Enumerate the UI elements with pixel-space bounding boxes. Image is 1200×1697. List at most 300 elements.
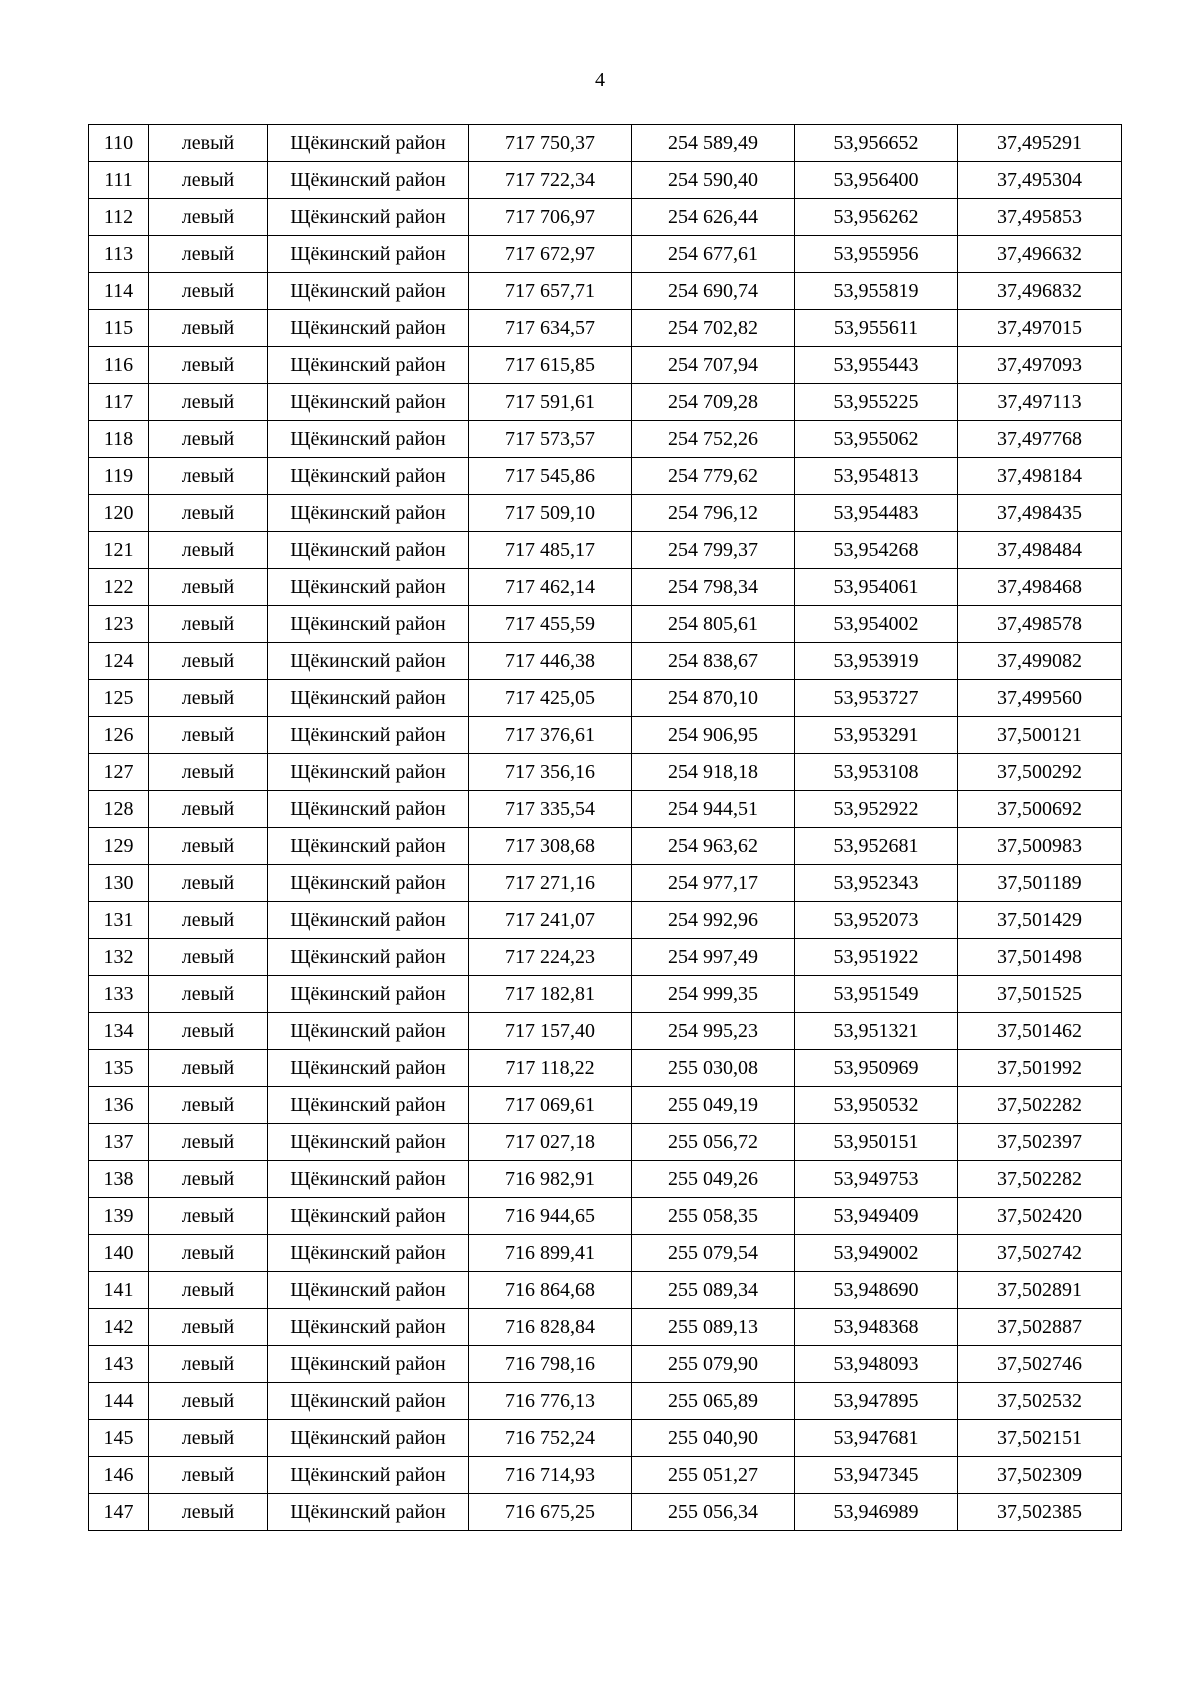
table-row xyxy=(89,199,1122,236)
table-row xyxy=(89,976,1122,1013)
longitude-cell: 37,502151 xyxy=(958,1420,1122,1457)
longitude-cell: 37,501525 xyxy=(958,976,1122,1013)
y-coordinate-cell: 254 709,28 xyxy=(632,384,795,421)
x-coordinate-cell: 717 308,68 xyxy=(469,828,632,865)
latitude-cell: 53,953108 xyxy=(795,754,958,791)
table-row xyxy=(89,273,1122,310)
point-number-cell: 125 xyxy=(89,680,149,717)
bank-side-cell: левый xyxy=(149,1087,268,1124)
y-coordinate-cell: 254 838,67 xyxy=(632,643,795,680)
table-row xyxy=(89,421,1122,458)
point-number-cell: 115 xyxy=(89,310,149,347)
bank-side-cell: левый xyxy=(149,1457,268,1494)
longitude-cell: 37,502282 xyxy=(958,1161,1122,1198)
district-cell: Щёкинский район xyxy=(268,347,469,384)
table-row xyxy=(89,754,1122,791)
longitude-cell: 37,497093 xyxy=(958,347,1122,384)
y-coordinate-cell: 254 707,94 xyxy=(632,347,795,384)
latitude-cell: 53,948690 xyxy=(795,1272,958,1309)
latitude-cell: 53,946989 xyxy=(795,1494,958,1531)
latitude-cell: 53,954483 xyxy=(795,495,958,532)
bank-side-cell: левый xyxy=(149,680,268,717)
table-row xyxy=(89,162,1122,199)
district-cell: Щёкинский район xyxy=(268,791,469,828)
point-number-cell: 142 xyxy=(89,1309,149,1346)
longitude-cell: 37,497015 xyxy=(958,310,1122,347)
bank-side-cell: левый xyxy=(149,236,268,273)
y-coordinate-cell: 255 051,27 xyxy=(632,1457,795,1494)
x-coordinate-cell: 716 776,13 xyxy=(469,1383,632,1420)
latitude-cell: 53,950151 xyxy=(795,1124,958,1161)
y-coordinate-cell: 254 590,40 xyxy=(632,162,795,199)
point-number-cell: 111 xyxy=(89,162,149,199)
y-coordinate-cell: 255 065,89 xyxy=(632,1383,795,1420)
x-coordinate-cell: 717 485,17 xyxy=(469,532,632,569)
x-coordinate-cell: 717 271,16 xyxy=(469,865,632,902)
x-coordinate-cell: 717 224,23 xyxy=(469,939,632,976)
point-number-cell: 143 xyxy=(89,1346,149,1383)
district-cell: Щёкинский район xyxy=(268,1494,469,1531)
district-cell: Щёкинский район xyxy=(268,643,469,680)
x-coordinate-cell: 717 672,97 xyxy=(469,236,632,273)
x-coordinate-cell: 717 706,97 xyxy=(469,199,632,236)
x-coordinate-cell: 717 462,14 xyxy=(469,569,632,606)
latitude-cell: 53,947895 xyxy=(795,1383,958,1420)
bank-side-cell: левый xyxy=(149,1383,268,1420)
longitude-cell: 37,499560 xyxy=(958,680,1122,717)
point-number-cell: 121 xyxy=(89,532,149,569)
district-cell: Щёкинский район xyxy=(268,569,469,606)
district-cell: Щёкинский район xyxy=(268,199,469,236)
point-number-cell: 133 xyxy=(89,976,149,1013)
district-cell: Щёкинский район xyxy=(268,1309,469,1346)
district-cell: Щёкинский район xyxy=(268,458,469,495)
table-row xyxy=(89,384,1122,421)
longitude-cell: 37,501189 xyxy=(958,865,1122,902)
district-cell: Щёкинский район xyxy=(268,1420,469,1457)
longitude-cell: 37,501462 xyxy=(958,1013,1122,1050)
x-coordinate-cell: 717 335,54 xyxy=(469,791,632,828)
bank-side-cell: левый xyxy=(149,532,268,569)
latitude-cell: 53,951549 xyxy=(795,976,958,1013)
table-row xyxy=(89,569,1122,606)
latitude-cell: 53,950969 xyxy=(795,1050,958,1087)
table-row xyxy=(89,643,1122,680)
y-coordinate-cell: 254 752,26 xyxy=(632,421,795,458)
latitude-cell: 53,953727 xyxy=(795,680,958,717)
y-coordinate-cell: 254 995,23 xyxy=(632,1013,795,1050)
latitude-cell: 53,954061 xyxy=(795,569,958,606)
latitude-cell: 53,955062 xyxy=(795,421,958,458)
point-number-cell: 116 xyxy=(89,347,149,384)
y-coordinate-cell: 254 999,35 xyxy=(632,976,795,1013)
longitude-cell: 37,501992 xyxy=(958,1050,1122,1087)
y-coordinate-cell: 254 977,17 xyxy=(632,865,795,902)
bank-side-cell: левый xyxy=(149,1050,268,1087)
bank-side-cell: левый xyxy=(149,273,268,310)
x-coordinate-cell: 717 241,07 xyxy=(469,902,632,939)
bank-side-cell: левый xyxy=(149,1235,268,1272)
point-number-cell: 132 xyxy=(89,939,149,976)
y-coordinate-cell: 254 589,49 xyxy=(632,125,795,162)
latitude-cell: 53,950532 xyxy=(795,1087,958,1124)
table-row xyxy=(89,1383,1122,1420)
bank-side-cell: левый xyxy=(149,125,268,162)
table-row xyxy=(89,1272,1122,1309)
longitude-cell: 37,502742 xyxy=(958,1235,1122,1272)
x-coordinate-cell: 717 069,61 xyxy=(469,1087,632,1124)
bank-side-cell: левый xyxy=(149,1013,268,1050)
y-coordinate-cell: 255 056,72 xyxy=(632,1124,795,1161)
point-number-cell: 135 xyxy=(89,1050,149,1087)
bank-side-cell: левый xyxy=(149,902,268,939)
x-coordinate-cell: 716 944,65 xyxy=(469,1198,632,1235)
y-coordinate-cell: 254 963,62 xyxy=(632,828,795,865)
point-number-cell: 114 xyxy=(89,273,149,310)
district-cell: Щёкинский район xyxy=(268,273,469,310)
district-cell: Щёкинский район xyxy=(268,1346,469,1383)
bank-side-cell: левый xyxy=(149,1161,268,1198)
district-cell: Щёкинский район xyxy=(268,939,469,976)
district-cell: Щёкинский район xyxy=(268,1235,469,1272)
point-number-cell: 120 xyxy=(89,495,149,532)
point-number-cell: 113 xyxy=(89,236,149,273)
longitude-cell: 37,502891 xyxy=(958,1272,1122,1309)
longitude-cell: 37,502532 xyxy=(958,1383,1122,1420)
longitude-cell: 37,498184 xyxy=(958,458,1122,495)
point-number-cell: 140 xyxy=(89,1235,149,1272)
y-coordinate-cell: 254 798,34 xyxy=(632,569,795,606)
point-number-cell: 138 xyxy=(89,1161,149,1198)
latitude-cell: 53,952922 xyxy=(795,791,958,828)
table-row xyxy=(89,310,1122,347)
longitude-cell: 37,502746 xyxy=(958,1346,1122,1383)
x-coordinate-cell: 717 446,38 xyxy=(469,643,632,680)
y-coordinate-cell: 255 079,90 xyxy=(632,1346,795,1383)
y-coordinate-cell: 255 089,13 xyxy=(632,1309,795,1346)
table-row xyxy=(89,1494,1122,1531)
x-coordinate-cell: 716 714,93 xyxy=(469,1457,632,1494)
bank-side-cell: левый xyxy=(149,865,268,902)
latitude-cell: 53,951922 xyxy=(795,939,958,976)
longitude-cell: 37,496632 xyxy=(958,236,1122,273)
y-coordinate-cell: 254 918,18 xyxy=(632,754,795,791)
y-coordinate-cell: 255 049,26 xyxy=(632,1161,795,1198)
bank-side-cell: левый xyxy=(149,1494,268,1531)
table-row xyxy=(89,1346,1122,1383)
district-cell: Щёкинский район xyxy=(268,606,469,643)
latitude-cell: 53,948368 xyxy=(795,1309,958,1346)
point-number-cell: 146 xyxy=(89,1457,149,1494)
district-cell: Щёкинский район xyxy=(268,1013,469,1050)
x-coordinate-cell: 716 752,24 xyxy=(469,1420,632,1457)
x-coordinate-cell: 717 573,57 xyxy=(469,421,632,458)
latitude-cell: 53,953919 xyxy=(795,643,958,680)
longitude-cell: 37,497113 xyxy=(958,384,1122,421)
district-cell: Щёкинский район xyxy=(268,495,469,532)
y-coordinate-cell: 254 677,61 xyxy=(632,236,795,273)
table-row xyxy=(89,828,1122,865)
latitude-cell: 53,949409 xyxy=(795,1198,958,1235)
district-cell: Щёкинский район xyxy=(268,162,469,199)
y-coordinate-cell: 255 079,54 xyxy=(632,1235,795,1272)
x-coordinate-cell: 717 425,05 xyxy=(469,680,632,717)
bank-side-cell: левый xyxy=(149,976,268,1013)
table-row xyxy=(89,125,1122,162)
y-coordinate-cell: 254 944,51 xyxy=(632,791,795,828)
y-coordinate-cell: 254 702,82 xyxy=(632,310,795,347)
latitude-cell: 53,951321 xyxy=(795,1013,958,1050)
longitude-cell: 37,499082 xyxy=(958,643,1122,680)
bank-side-cell: левый xyxy=(149,199,268,236)
table-row xyxy=(89,532,1122,569)
district-cell: Щёкинский район xyxy=(268,1161,469,1198)
x-coordinate-cell: 717 356,16 xyxy=(469,754,632,791)
table-row xyxy=(89,1013,1122,1050)
latitude-cell: 53,955611 xyxy=(795,310,958,347)
point-number-cell: 112 xyxy=(89,199,149,236)
bank-side-cell: левый xyxy=(149,828,268,865)
point-number-cell: 131 xyxy=(89,902,149,939)
district-cell: Щёкинский район xyxy=(268,754,469,791)
longitude-cell: 37,495853 xyxy=(958,199,1122,236)
district-cell: Щёкинский район xyxy=(268,310,469,347)
bank-side-cell: левый xyxy=(149,569,268,606)
district-cell: Щёкинский район xyxy=(268,384,469,421)
x-coordinate-cell: 716 982,91 xyxy=(469,1161,632,1198)
latitude-cell: 53,947681 xyxy=(795,1420,958,1457)
y-coordinate-cell: 254 779,62 xyxy=(632,458,795,495)
x-coordinate-cell: 717 027,18 xyxy=(469,1124,632,1161)
y-coordinate-cell: 254 805,61 xyxy=(632,606,795,643)
district-cell: Щёкинский район xyxy=(268,680,469,717)
y-coordinate-cell: 255 049,19 xyxy=(632,1087,795,1124)
longitude-cell: 37,500292 xyxy=(958,754,1122,791)
point-number-cell: 136 xyxy=(89,1087,149,1124)
bank-side-cell: левый xyxy=(149,1272,268,1309)
y-coordinate-cell: 255 089,34 xyxy=(632,1272,795,1309)
longitude-cell: 37,502887 xyxy=(958,1309,1122,1346)
district-cell: Щёкинский район xyxy=(268,532,469,569)
district-cell: Щёкинский район xyxy=(268,236,469,273)
longitude-cell: 37,500121 xyxy=(958,717,1122,754)
point-number-cell: 128 xyxy=(89,791,149,828)
district-cell: Щёкинский район xyxy=(268,976,469,1013)
y-coordinate-cell: 254 799,37 xyxy=(632,532,795,569)
district-cell: Щёкинский район xyxy=(268,1198,469,1235)
bank-side-cell: левый xyxy=(149,1309,268,1346)
latitude-cell: 53,949753 xyxy=(795,1161,958,1198)
longitude-cell: 37,500692 xyxy=(958,791,1122,828)
table-row xyxy=(89,680,1122,717)
point-number-cell: 147 xyxy=(89,1494,149,1531)
bank-side-cell: левый xyxy=(149,754,268,791)
point-number-cell: 129 xyxy=(89,828,149,865)
point-number-cell: 145 xyxy=(89,1420,149,1457)
latitude-cell: 53,947345 xyxy=(795,1457,958,1494)
x-coordinate-cell: 717 182,81 xyxy=(469,976,632,1013)
latitude-cell: 53,954268 xyxy=(795,532,958,569)
x-coordinate-cell: 716 828,84 xyxy=(469,1309,632,1346)
coordinates-table xyxy=(88,124,1122,1531)
point-number-cell: 110 xyxy=(89,125,149,162)
point-number-cell: 123 xyxy=(89,606,149,643)
longitude-cell: 37,495304 xyxy=(958,162,1122,199)
table-row xyxy=(89,939,1122,976)
point-number-cell: 144 xyxy=(89,1383,149,1420)
point-number-cell: 124 xyxy=(89,643,149,680)
y-coordinate-cell: 254 626,44 xyxy=(632,199,795,236)
page-number: 4 xyxy=(595,69,605,91)
table-row xyxy=(89,1161,1122,1198)
point-number-cell: 119 xyxy=(89,458,149,495)
bank-side-cell: левый xyxy=(149,162,268,199)
latitude-cell: 53,952681 xyxy=(795,828,958,865)
bank-side-cell: левый xyxy=(149,1124,268,1161)
latitude-cell: 53,956400 xyxy=(795,162,958,199)
district-cell: Щёкинский район xyxy=(268,1383,469,1420)
district-cell: Щёкинский район xyxy=(268,1087,469,1124)
x-coordinate-cell: 717 750,37 xyxy=(469,125,632,162)
longitude-cell: 37,500983 xyxy=(958,828,1122,865)
point-number-cell: 126 xyxy=(89,717,149,754)
longitude-cell: 37,497768 xyxy=(958,421,1122,458)
x-coordinate-cell: 717 545,86 xyxy=(469,458,632,495)
latitude-cell: 53,949002 xyxy=(795,1235,958,1272)
point-number-cell: 122 xyxy=(89,569,149,606)
latitude-cell: 53,955225 xyxy=(795,384,958,421)
x-coordinate-cell: 716 899,41 xyxy=(469,1235,632,1272)
x-coordinate-cell: 716 864,68 xyxy=(469,1272,632,1309)
longitude-cell: 37,502385 xyxy=(958,1494,1122,1531)
longitude-cell: 37,502282 xyxy=(958,1087,1122,1124)
longitude-cell: 37,502309 xyxy=(958,1457,1122,1494)
district-cell: Щёкинский район xyxy=(268,1457,469,1494)
bank-side-cell: левый xyxy=(149,458,268,495)
y-coordinate-cell: 254 870,10 xyxy=(632,680,795,717)
district-cell: Щёкинский район xyxy=(268,421,469,458)
district-cell: Щёкинский район xyxy=(268,1050,469,1087)
longitude-cell: 37,498484 xyxy=(958,532,1122,569)
bank-side-cell: левый xyxy=(149,643,268,680)
x-coordinate-cell: 717 657,71 xyxy=(469,273,632,310)
bank-side-cell: левый xyxy=(149,310,268,347)
y-coordinate-cell: 255 030,08 xyxy=(632,1050,795,1087)
district-cell: Щёкинский район xyxy=(268,865,469,902)
table-row xyxy=(89,902,1122,939)
y-coordinate-cell: 255 058,35 xyxy=(632,1198,795,1235)
table-row xyxy=(89,458,1122,495)
bank-side-cell: левый xyxy=(149,421,268,458)
longitude-cell: 37,498468 xyxy=(958,569,1122,606)
coordinates-table-body xyxy=(89,125,1122,1531)
y-coordinate-cell: 254 992,96 xyxy=(632,902,795,939)
table-row xyxy=(89,347,1122,384)
point-number-cell: 130 xyxy=(89,865,149,902)
x-coordinate-cell: 717 118,22 xyxy=(469,1050,632,1087)
y-coordinate-cell: 255 040,90 xyxy=(632,1420,795,1457)
bank-side-cell: левый xyxy=(149,939,268,976)
x-coordinate-cell: 717 634,57 xyxy=(469,310,632,347)
y-coordinate-cell: 254 796,12 xyxy=(632,495,795,532)
bank-side-cell: левый xyxy=(149,606,268,643)
bank-side-cell: левый xyxy=(149,384,268,421)
latitude-cell: 53,954002 xyxy=(795,606,958,643)
latitude-cell: 53,952343 xyxy=(795,865,958,902)
district-cell: Щёкинский район xyxy=(268,1124,469,1161)
district-cell: Щёкинский район xyxy=(268,717,469,754)
point-number-cell: 134 xyxy=(89,1013,149,1050)
longitude-cell: 37,501429 xyxy=(958,902,1122,939)
table-row xyxy=(89,1420,1122,1457)
longitude-cell: 37,495291 xyxy=(958,125,1122,162)
longitude-cell: 37,498578 xyxy=(958,606,1122,643)
latitude-cell: 53,948093 xyxy=(795,1346,958,1383)
table-row xyxy=(89,495,1122,532)
table-row xyxy=(89,865,1122,902)
table-row xyxy=(89,606,1122,643)
x-coordinate-cell: 716 675,25 xyxy=(469,1494,632,1531)
bank-side-cell: левый xyxy=(149,1346,268,1383)
table-row xyxy=(89,1087,1122,1124)
x-coordinate-cell: 717 591,61 xyxy=(469,384,632,421)
bank-side-cell: левый xyxy=(149,717,268,754)
y-coordinate-cell: 254 690,74 xyxy=(632,273,795,310)
point-number-cell: 118 xyxy=(89,421,149,458)
longitude-cell: 37,496832 xyxy=(958,273,1122,310)
district-cell: Щёкинский район xyxy=(268,902,469,939)
longitude-cell: 37,502397 xyxy=(958,1124,1122,1161)
bank-side-cell: левый xyxy=(149,495,268,532)
bank-side-cell: левый xyxy=(149,791,268,828)
longitude-cell: 37,501498 xyxy=(958,939,1122,976)
bank-side-cell: левый xyxy=(149,347,268,384)
longitude-cell: 37,498435 xyxy=(958,495,1122,532)
table-row xyxy=(89,717,1122,754)
x-coordinate-cell: 717 722,34 xyxy=(469,162,632,199)
point-number-cell: 117 xyxy=(89,384,149,421)
y-coordinate-cell: 255 056,34 xyxy=(632,1494,795,1531)
latitude-cell: 53,953291 xyxy=(795,717,958,754)
table-row xyxy=(89,1198,1122,1235)
latitude-cell: 53,955819 xyxy=(795,273,958,310)
bank-side-cell: левый xyxy=(149,1198,268,1235)
longitude-cell: 37,502420 xyxy=(958,1198,1122,1235)
y-coordinate-cell: 254 906,95 xyxy=(632,717,795,754)
latitude-cell: 53,956262 xyxy=(795,199,958,236)
table-row xyxy=(89,236,1122,273)
x-coordinate-cell: 717 615,85 xyxy=(469,347,632,384)
district-cell: Щёкинский район xyxy=(268,1272,469,1309)
table-row xyxy=(89,1235,1122,1272)
latitude-cell: 53,952073 xyxy=(795,902,958,939)
district-cell: Щёкинский район xyxy=(268,125,469,162)
district-cell: Щёкинский район xyxy=(268,828,469,865)
latitude-cell: 53,954813 xyxy=(795,458,958,495)
x-coordinate-cell: 717 455,59 xyxy=(469,606,632,643)
point-number-cell: 127 xyxy=(89,754,149,791)
table-row xyxy=(89,1309,1122,1346)
x-coordinate-cell: 717 376,61 xyxy=(469,717,632,754)
table-row xyxy=(89,1124,1122,1161)
table-row xyxy=(89,791,1122,828)
latitude-cell: 53,955443 xyxy=(795,347,958,384)
point-number-cell: 141 xyxy=(89,1272,149,1309)
y-coordinate-cell: 254 997,49 xyxy=(632,939,795,976)
table-row xyxy=(89,1457,1122,1494)
table-row xyxy=(89,1050,1122,1087)
x-coordinate-cell: 717 157,40 xyxy=(469,1013,632,1050)
